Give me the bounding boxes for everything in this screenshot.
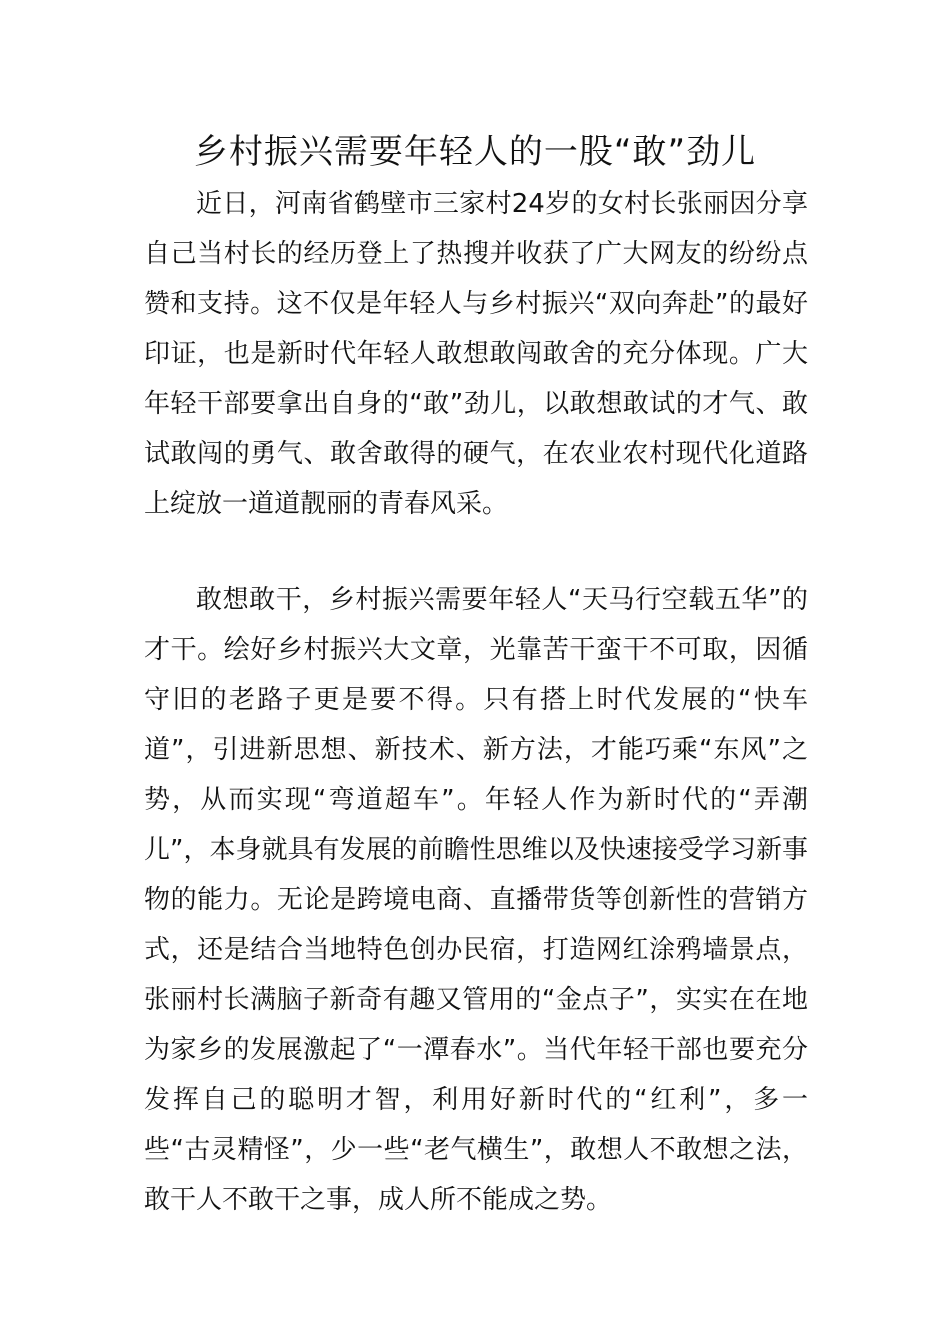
- document-title: 乡村振兴需要年轻人的一股“敢”劲儿: [193, 132, 757, 172]
- paragraph-dare-to-think: 敢想敢干，乡村振兴需要年轻人“天马行空载五华”的才干。绘好乡村振兴大文章，光靠苦干蛮干不可取，因循守旧的老路子更是要不得。只有搭上时代发展的“快车道”，引进新思想、新技术、新方法，才能巧乘“东风”之势，从而实现“弯道超车”。年轻人作为新时代的“弄潮儿”，本身就具有发展的前瞻性思维以及快速接受学习新事物的能力。无论是跨境电商、直播带货等创新性的营销方式，还是结合当地特色创办民宿，打造网红涂鸦墙景点，张丽村长满脑子新奇有趣又管用的“金点子”，实实在在地为家乡的发展激起了“一潭春水”。当代年轻干部也要充分发挥自己的聪明才智，利用好新时代的“红利”，多一些“古灵精怪”，少一些“老气横生”，敢想人不敢想之法，敢干人不敢干之事，成人所不能成之势。: [144, 585, 808, 1215]
- paragraph-intro: 近日，河南省鹤壁市三家村24岁的女村长张丽因分享自己当村长的经历登上了热搜并收获了广大网友的纷纷点赞和支持。这不仅是年轻人与乡村振兴“双向奔赴”的最好印证，也是新时代年轻人敢想敢闯敢舍的充分体现。广大年轻干部要拿出自身的“敢”劲儿，以敢想敢试的才气、敢试敢闯的勇气、敢舍敢得的硬气，在农业农村现代化道路上绽放一道道靓丽的青春风采。: [144, 189, 808, 519]
